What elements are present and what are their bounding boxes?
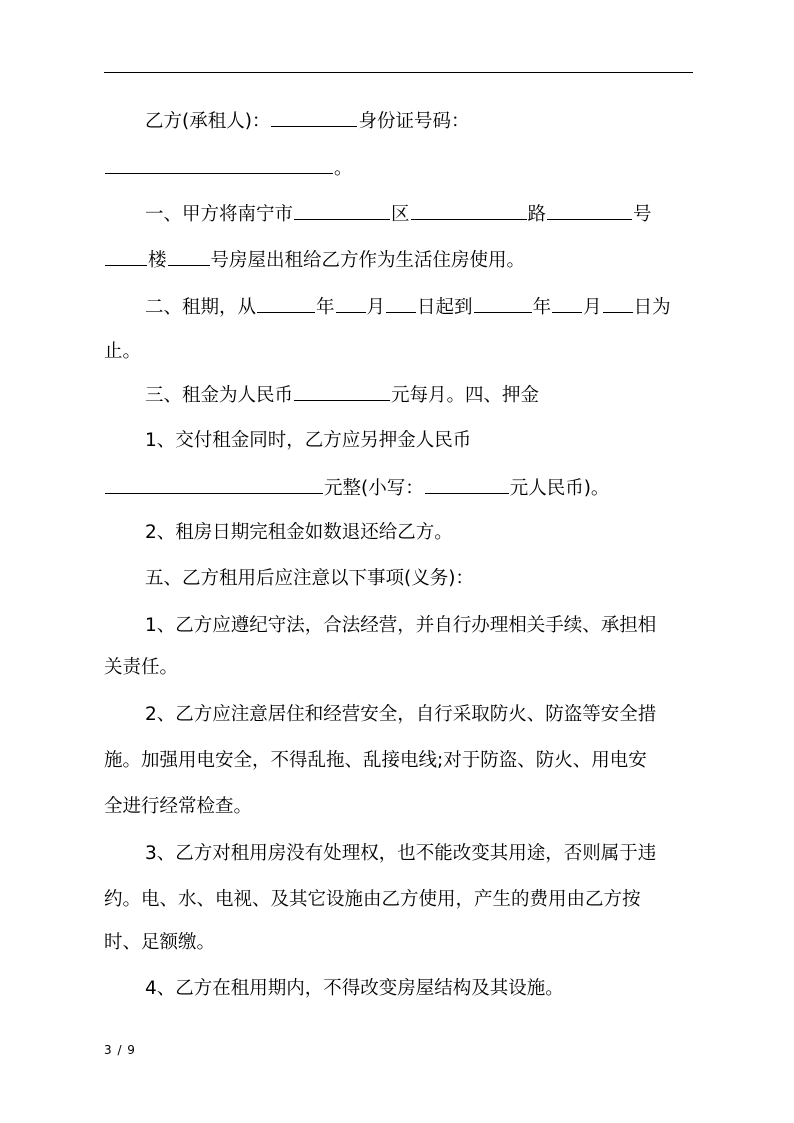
text-segment: 月 <box>366 297 386 318</box>
blank-field[interactable] <box>474 294 532 313</box>
text-segment: 1、乙方应遵纪守法，合法经营，并自行办理相关手续、承担相 <box>145 615 657 636</box>
blank-field[interactable] <box>547 201 632 220</box>
blank-field[interactable] <box>294 201 390 220</box>
line-clause-2 <box>145 294 745 320</box>
line-duty-1-cont <box>104 656 704 680</box>
text-segment: 三、租金为人民币 <box>145 385 294 406</box>
blank-field[interactable] <box>168 247 210 266</box>
text-segment: 元整(小写： <box>324 478 424 499</box>
text-segment: 二、租期，从 <box>145 297 257 318</box>
text-segment: 止。 <box>104 341 142 362</box>
line-duty-4 <box>145 977 745 1001</box>
line-duty-2-cont <box>104 795 704 819</box>
text-segment: 4、乙方在租用期内，不得改变房屋结构及其设施。 <box>145 978 564 999</box>
text-segment: 1、交付租金同时，乙方应另押金人民币 <box>145 430 472 451</box>
text-segment: 2、租房日期完租金如数退还给乙方。 <box>145 522 453 543</box>
text-segment: 元人民币)。 <box>509 478 610 499</box>
blank-field[interactable] <box>552 294 582 313</box>
text-segment: 元每月。四、押金 <box>391 385 540 406</box>
line-clause-3 <box>145 382 745 408</box>
line-lessee <box>145 108 745 134</box>
blank-field[interactable] <box>105 475 323 494</box>
text-segment: 月 <box>583 297 602 318</box>
text-segment: 年 <box>532 297 552 318</box>
text-segment: 五、乙方租用后应注意以下事项(义务)： <box>145 568 474 589</box>
blank-field[interactable] <box>603 294 633 313</box>
blank-field[interactable] <box>411 201 527 220</box>
blank-field[interactable] <box>105 247 147 266</box>
text-segment: 3、乙方对租用房没有处理权，也不能改变其用途，否则属于违 <box>145 843 657 864</box>
line-duty-2 <box>145 703 745 727</box>
text-segment: 乙方(承租人)： <box>145 111 271 132</box>
text-segment: 年 <box>316 297 335 318</box>
line-duty-3-cont <box>104 931 704 955</box>
line-deposit-1 <box>145 429 745 453</box>
line-duty-3 <box>145 842 745 866</box>
line-id-number <box>104 155 704 181</box>
blank-field[interactable] <box>257 294 315 313</box>
line-clause-1 <box>145 201 745 227</box>
blank-field[interactable] <box>271 108 357 127</box>
header-rule <box>104 72 693 73</box>
line-clause-2-cont <box>104 340 704 364</box>
text-segment: 号 <box>633 204 652 225</box>
blank-field[interactable] <box>105 155 333 174</box>
text-segment: 区 <box>391 204 410 225</box>
line-deposit-2 <box>145 521 745 545</box>
text-segment: 约。电、水、电视、及其它设施由乙方使用，产生的费用由乙方按 <box>104 889 641 910</box>
line-clause-5 <box>145 567 745 591</box>
text-segment: 日为 <box>633 297 671 318</box>
text-segment: 路 <box>527 204 547 225</box>
text-segment: 时、足额缴。 <box>104 932 216 953</box>
line-duty-1 <box>145 614 745 638</box>
blank-field[interactable] <box>336 294 366 313</box>
line-deposit-amount <box>104 475 704 501</box>
text-segment: 关责任。 <box>104 657 179 678</box>
text-segment: 施。加强用电安全，不得乱拖、乱接电线;对于防盗、防火、用电安 <box>104 750 647 771</box>
blank-field[interactable] <box>425 475 509 494</box>
blank-field[interactable] <box>386 294 416 313</box>
blank-field[interactable] <box>294 382 390 401</box>
page-number: 3 / 9 <box>104 1043 136 1057</box>
text-segment: 一、甲方将南宁市 <box>145 204 294 225</box>
text-segment: 身份证号码： <box>358 111 470 132</box>
text-segment: 全进行经常检查。 <box>104 796 253 817</box>
line-duty-2-cont <box>104 749 704 773</box>
text-segment: 。 <box>334 158 353 179</box>
line-clause-1-cont <box>104 247 704 273</box>
line-duty-3-cont <box>104 888 704 912</box>
text-segment: 楼 <box>148 250 167 271</box>
text-segment: 日起到 <box>417 297 473 318</box>
text-segment: 号房屋出租给乙方作为生活住房使用。 <box>210 250 526 271</box>
text-segment: 2、乙方应注意居住和经营安全，自行采取防火、防盗等安全措 <box>145 704 657 725</box>
